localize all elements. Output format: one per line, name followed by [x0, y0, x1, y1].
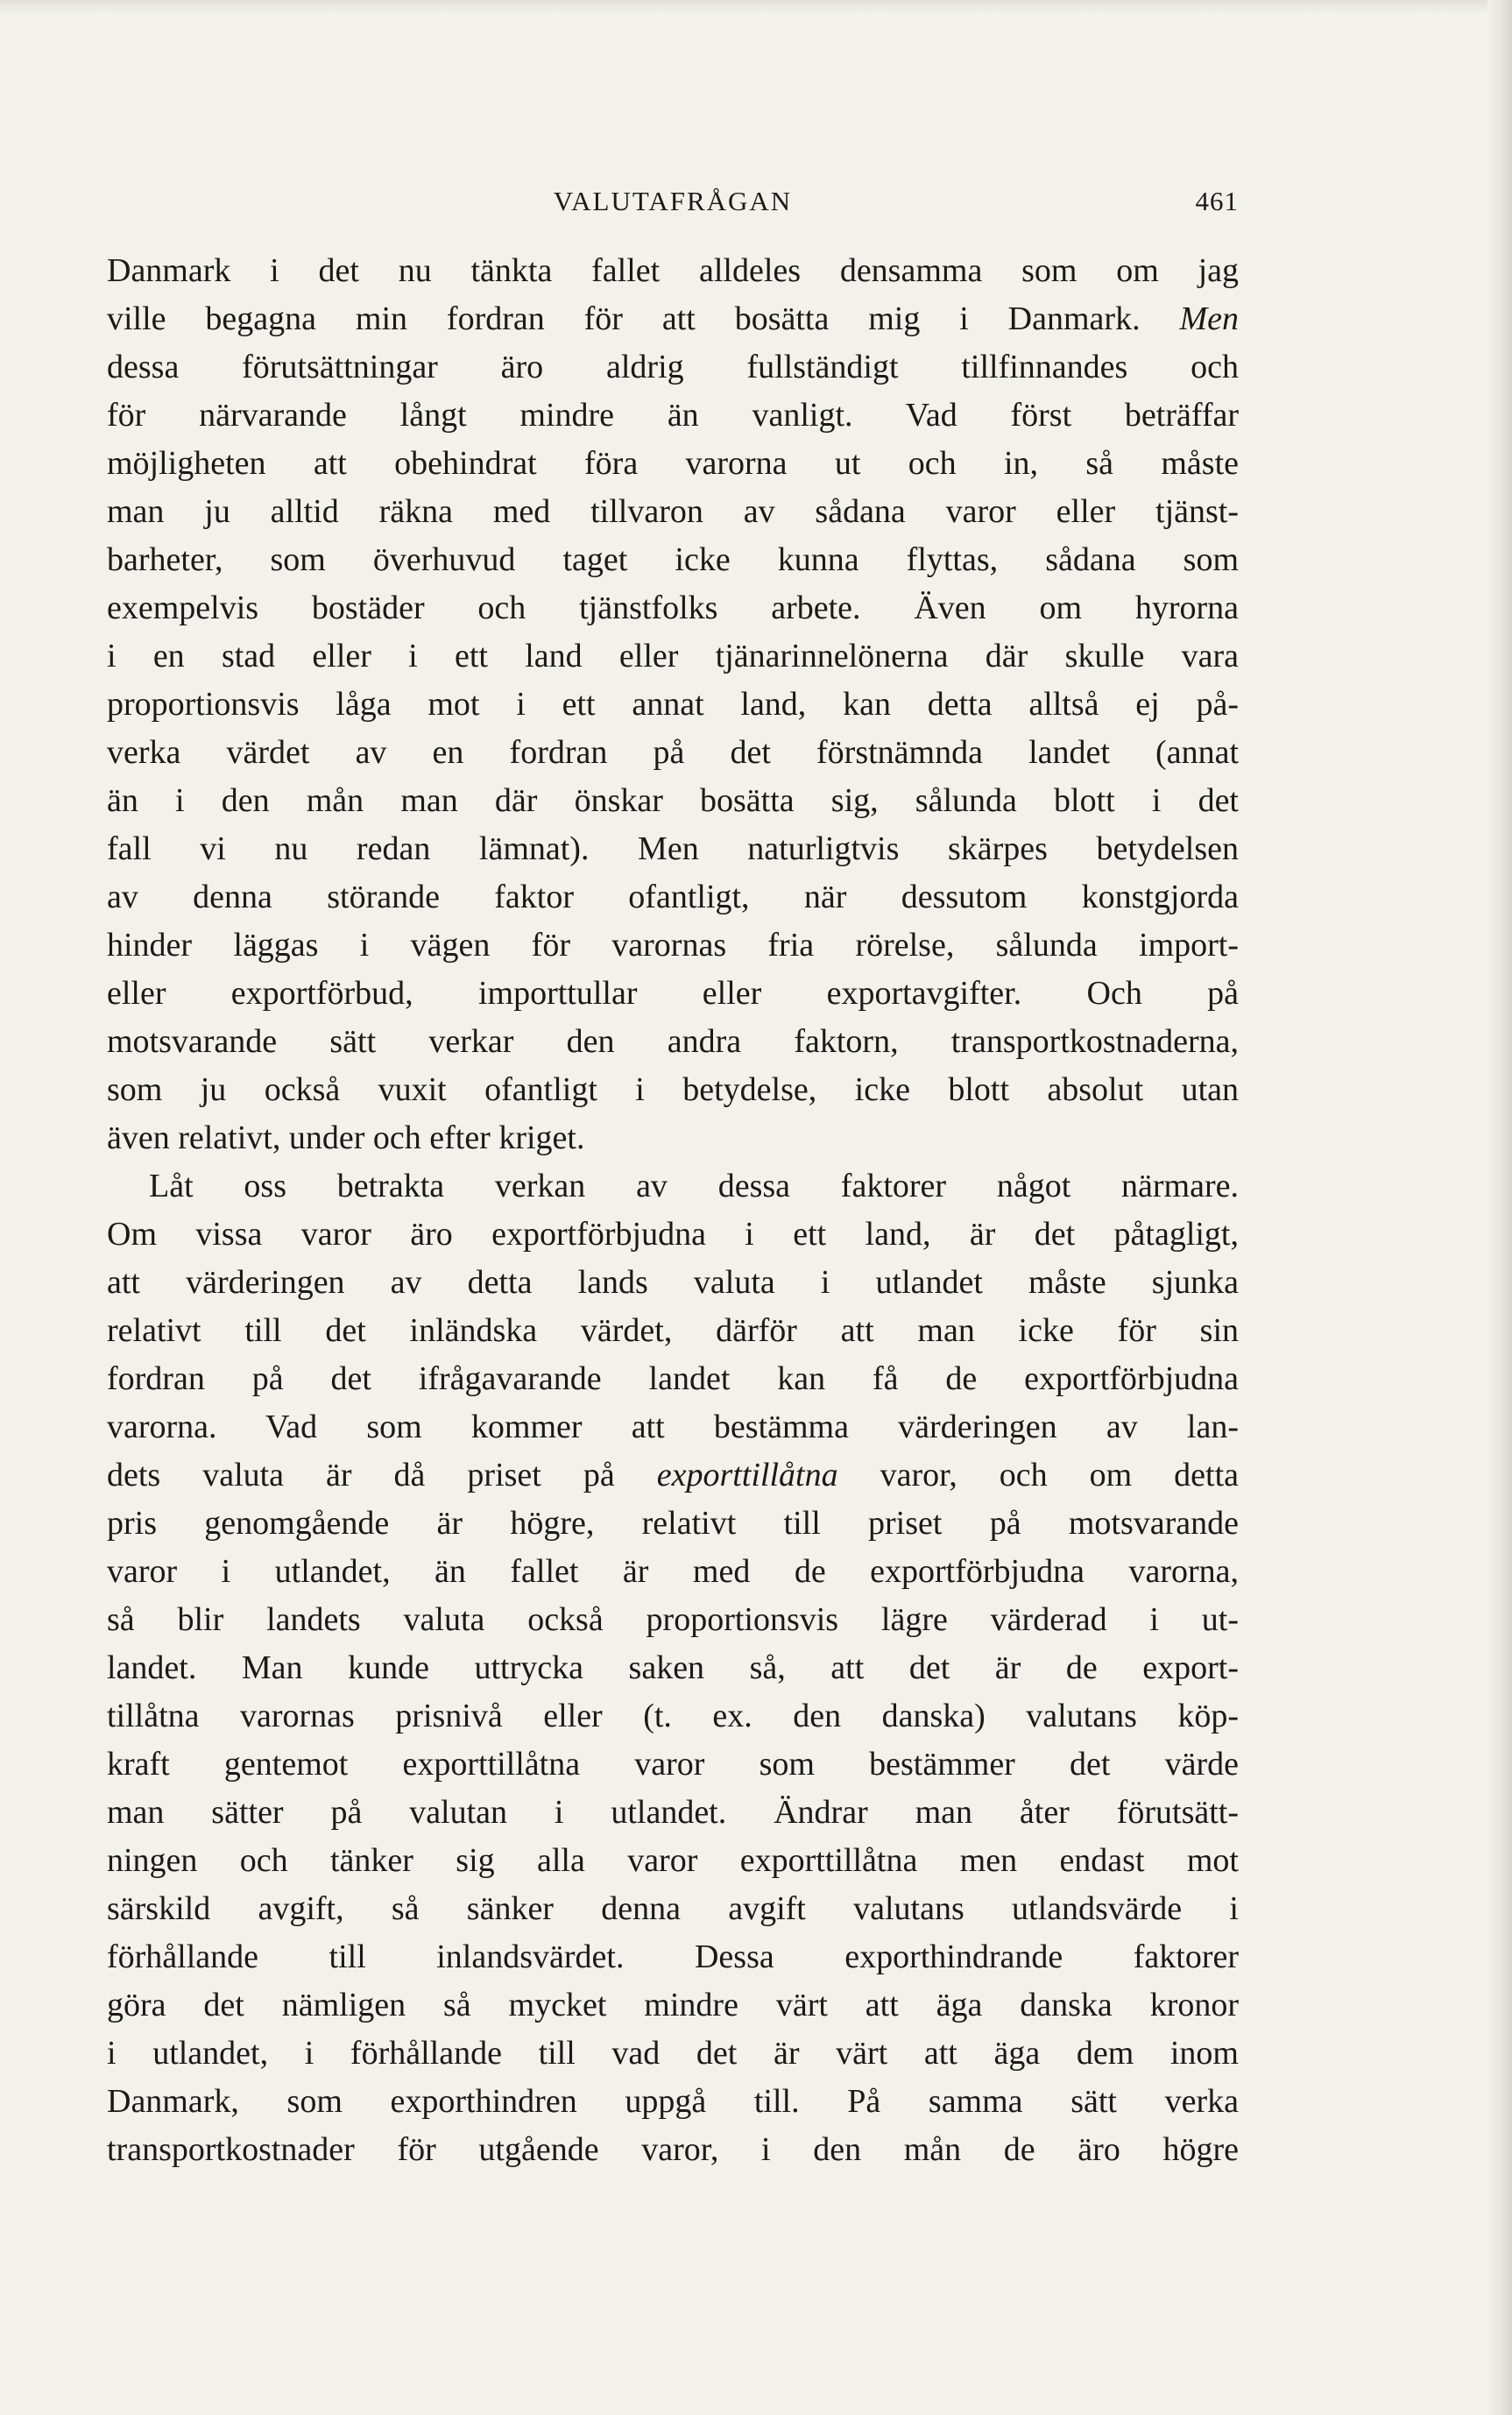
text-line: [107, 1451, 1239, 1500]
italic-word: Men: [1179, 300, 1239, 337]
text-line: så blir landets valuta också proportionsvis lägre värderad i ut-: [107, 1601, 1239, 1638]
page-top-edge: [0, 0, 1512, 12]
page-right-edge: [1487, 0, 1512, 2415]
text-line: relativt till det inländska värdet, därför att man icke för sin: [107, 1312, 1239, 1349]
text-line: exempelvis bostäder och tjänstfolks arbete. Även om hyrorna: [107, 590, 1239, 626]
text-line: varor i utlandet, än fallet är med de exportförbjudna varorna,: [107, 1553, 1239, 1590]
text-line: landet. Man kunde uttrycka saken så, att det är de export-: [107, 1649, 1239, 1686]
running-title: VALUTAFRÅGAN: [553, 186, 793, 216]
text-line-part: ville begagna min fordran för att bosätta mig i Danmark.: [107, 300, 1141, 337]
text-line: i en stad eller i ett land eller tjänarinnelönerna där skulle vara: [107, 638, 1239, 674]
text-line: Danmark i det nu tänkta fallet alldeles densamma som om jag: [107, 252, 1239, 289]
page-number: 461: [1195, 186, 1239, 216]
italic-word: exporttillåtna: [656, 1457, 838, 1493]
text-line: motsvarande sätt verkar den andra faktorn, transportkostnaderna,: [107, 1023, 1239, 1060]
text-line: [107, 295, 1239, 343]
text-line: eller exportförbud, importtullar eller exportavgifter. Och på: [107, 975, 1239, 1012]
text-line: även relativt, under och efter kriget.: [107, 1119, 585, 1156]
text-line: proportionsvis låga mot i ett annat land, kan detta alltså ej på-: [107, 686, 1239, 723]
text-line: förhållande till inlandsvärdet. Dessa exporthindrande faktorer: [107, 1938, 1239, 1975]
running-head: [107, 180, 1239, 224]
text-line: för närvarande långt mindre än vanligt. Vad först beträffar: [107, 397, 1239, 434]
text-line: transportkostnader för utgående varor, i den mån de äro högre: [107, 2131, 1239, 2168]
text-line: fall vi nu redan lämnat). Men naturligtvis skärpes betydelsen: [107, 830, 1239, 867]
text-line: av denna störande faktor ofantligt, när dessutom konstgjorda: [107, 879, 1239, 915]
text-line: möjligheten att obehindrat föra varorna ut och in, så måste: [107, 445, 1239, 482]
text-line: fordran på det ifrågavarande landet kan få de exportförbjudna: [107, 1360, 1239, 1397]
text-line: hinder läggas i vägen för varornas fria rörelse, sålunda import-: [107, 927, 1239, 964]
text-line: varorna. Vad som kommer att bestämma värderingen av lan-: [107, 1409, 1239, 1445]
text-line: än i den mån man där önskar bosätta sig, sålunda blott i det: [107, 782, 1239, 819]
text-line: pris genomgående är högre, relativt till priset på motsvarande: [107, 1505, 1239, 1542]
text-line: tillåtna varornas prisnivå eller (t. ex. den danska) valutans köp-: [107, 1698, 1239, 1734]
text-line: kraft gentemot exporttillåtna varor som bestämmer det värde: [107, 1746, 1239, 1783]
text-line: ningen och tänker sig alla varor exporttillåtna men endast mot: [107, 1842, 1239, 1879]
body-text: [107, 247, 1239, 2174]
text-line: man ju alltid räkna med tillvaron av sådana varor eller tjänst-: [107, 493, 1239, 530]
text-line: som ju också vuxit ofantligt i betydelse, icke blott absolut utan: [107, 1071, 1239, 1108]
text-line: särskild avgift, så sänker denna avgift valutans utlandsvärde i: [107, 1890, 1239, 1927]
text-line-part: varor, och om detta: [880, 1457, 1239, 1493]
text-line-part: dets valuta är då priset på: [107, 1457, 615, 1493]
text-line: verka värdet av en fordran på det förstnämnda landet (annat: [107, 734, 1239, 771]
text-line: göra det nämligen så mycket mindre värt att äga danska kronor: [107, 1987, 1239, 2023]
text-line: Om vissa varor äro exportförbjudna i ett land, är det påtagligt,: [107, 1216, 1239, 1253]
text-line: dessa förutsättningar äro aldrig fullständigt tillfinnandes och: [107, 349, 1239, 385]
text-line: i utlandet, i förhållande till vad det är värt att äga dem inom: [107, 2035, 1239, 2072]
text-line: att värderingen av detta lands valuta i utlandet måste sjunka: [107, 1264, 1239, 1301]
text-line: barheter, som överhuvud taget icke kunna flyttas, sådana som: [107, 541, 1239, 578]
text-line: Låt oss betrakta verkan av dessa faktorer något närmare.: [149, 1168, 1239, 1204]
text-line: Danmark, som exporthindren uppgå till. På samma sätt verka: [107, 2083, 1239, 2120]
text-line: man sätter på valutan i utlandet. Ändrar man åter förutsätt-: [107, 1794, 1239, 1831]
